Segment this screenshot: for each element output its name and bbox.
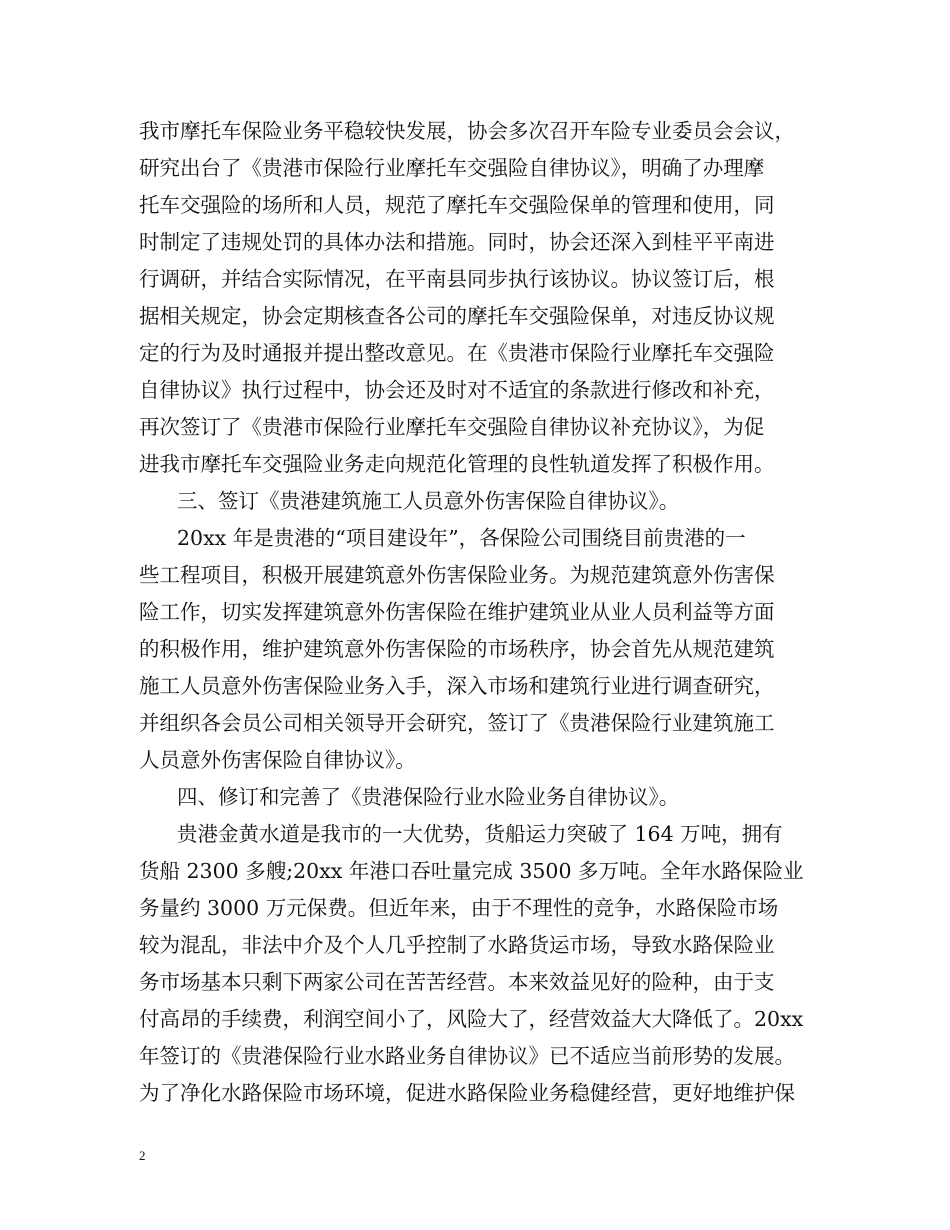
text-line: 人员意外伤害保险自律协议》。: [139, 748, 416, 772]
text-line: 再次签订了《贵港市保险行业摩托车交强险自律协议补充协议》，为促: [139, 415, 765, 439]
text-line: 务市场基本只剩下两家公司在苦苦经营。本来效益见好的险种，由于支: [139, 970, 775, 994]
text-line: 我市摩托车保险业务平稳较快发展，协会多次召开车险专业委员会会议，: [139, 119, 795, 143]
text-line: 险工作，切实发挥建筑意外伤害保险在维护建筑业从业人员利益等方面: [139, 600, 775, 624]
text-line: 托车交强险的场所和人员，规范了摩托车交强险保单的管理和使用，同: [139, 193, 775, 217]
text-line: 些工程项目，积极开展建筑意外伤害保险业务。为规范建筑意外伤害保: [139, 563, 775, 587]
text-line: 20xx 年是贵港的“项目建设年”，各保险公司围绕目前贵港的一: [177, 526, 746, 550]
text-line: 三、签订《贵港建筑施工人员意外伤害保险自律协议》。: [177, 489, 680, 513]
body-text: [139, 113, 815, 1112]
text-line: 研究出台了《贵港市保险行业摩托车交强险自律协议》，明确了办理摩: [139, 156, 765, 180]
text-line: 货船 2300 多艘;20xx 年港口吞吐量完成 3500 多万吨。全年水路保险业: [139, 859, 804, 883]
text-line: 时制定了违规处罚的具体办法和措施。同时，协会还深入到桂平平南进: [139, 230, 775, 254]
text-line: 行调研，并结合实际情况，在平南县同步执行该协议。协议签订后，根: [139, 267, 775, 291]
text-line: 付高昂的手续费，利润空间小了，风险大了，经营效益大大降低了。20xx: [139, 1007, 804, 1031]
text-line: 贵港金黄水道是我市的一大优势，货船运力突破了 164 万吨，拥有: [177, 822, 783, 846]
text-line: 据相关规定，协会定期核查各公司的摩托车交强险保单，对违反协议规: [139, 304, 775, 328]
text-line: 进我市摩托车交强险业务走向规范化管理的良性轨道发挥了积极作用。: [139, 452, 775, 476]
text-line: 并组织各会员公司相关领导开会研究，签订了《贵港保险行业建筑施工: [139, 711, 775, 735]
text-line: 施工人员意外伤害保险业务入手，深入市场和建筑行业进行调查研究，: [139, 674, 775, 698]
text-line: 务量约 3000 万元保费。但近年来，由于不理性的竞争，水路保险市场: [139, 896, 779, 920]
text-line: 自律协议》执行过程中，协会还及时对不适宜的条款进行修改和补充，: [139, 378, 775, 402]
text-line: 较为混乱，非法中介及个人几乎控制了水路货运市场，导致水路保险业: [139, 933, 775, 957]
text-line: 为了净化水路保险市场环境，促进水路保险业务稳健经营，更好地维护保: [139, 1081, 795, 1105]
text-line: 的积极作用，维护建筑意外伤害保险的市场秩序，协会首先从规范建筑: [139, 637, 775, 661]
text-line: 定的行为及时通报并提出整改意见。在《贵港市保险行业摩托车交强险: [139, 341, 775, 365]
text-line: 年签订的《贵港保险行业水路业务自律协议》已不适应当前形势的发展。: [139, 1044, 795, 1068]
page-number: 2: [139, 1148, 146, 1163]
text-line: 四、修订和完善了《贵港保险行业水险业务自律协议》。: [177, 785, 680, 809]
